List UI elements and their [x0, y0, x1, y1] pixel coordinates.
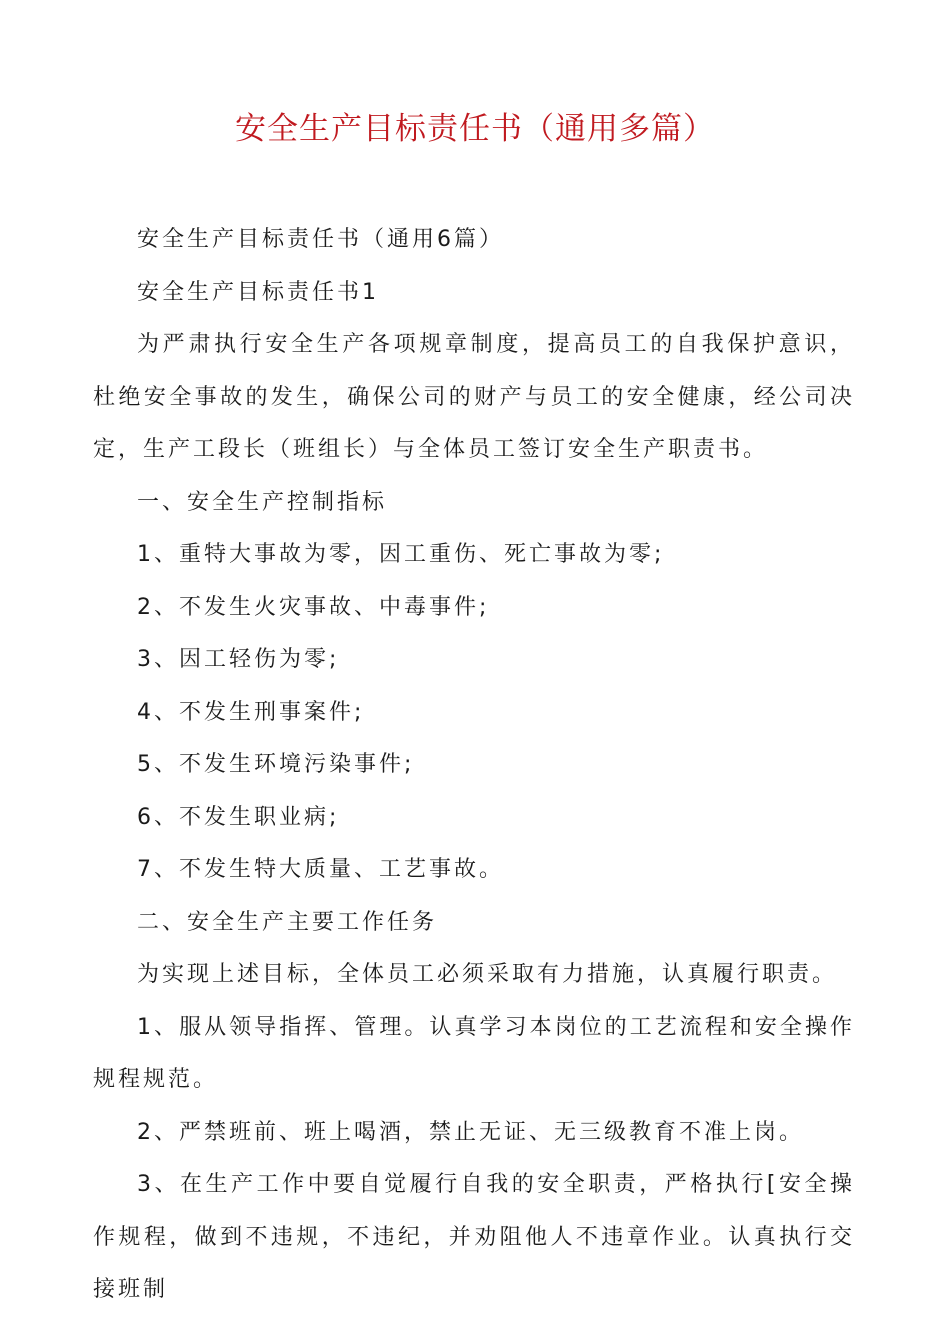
list-item-indicator-3: 3、因工轻伤为零;: [137, 647, 340, 672]
paragraph-subtitle: 安全生产目标责任书（通用6篇）: [137, 227, 504, 252]
paragraph-section-heading: 安全生产目标责任书1: [137, 279, 379, 305]
paragraph-intro: 为严肃执行安全生产各项规章制度，提高员工的自我保护意识，杜绝安全事故的发生，确保公司的财产与员工的安全健康，经公司决定，生产工段长（班组长）与全体员工签订安全生产职责书。: [93, 332, 855, 462]
list-item-task-2: 2、严禁班前、班上喝酒，禁止无证、无三级教育不准上岗。: [137, 1119, 804, 1145]
document-title: 安全生产目标责任书（通用多篇）: [235, 111, 715, 147]
list-item-indicator-4: 4、不发生刑事案件;: [137, 699, 365, 725]
list-item-indicator-5: 5、不发生环境污染事件;: [137, 752, 415, 777]
paragraph-tasks-intro: 为实现上述目标，全体员工必须采取有力措施，认真履行职责。: [137, 962, 838, 987]
list-item-indicator-6: 6、不发生职业病;: [137, 804, 340, 830]
paragraph-heading-control-indicators: 一、安全生产控制指标: [137, 489, 388, 515]
document-body: [93, 214, 855, 1317]
list-item-indicator-2: 2、不发生火灾事故、中毒事件;: [137, 594, 490, 620]
paragraph-heading-main-tasks: 二、安全生产主要工作任务: [137, 909, 438, 935]
list-item-task-1: 1、服从领导指挥、管理。认真学习本岗位的工艺流程和安全操作规程规范。: [93, 1014, 855, 1092]
list-item-indicator-1: 1、重特大事故为零，因工重伤、死亡事故为零;: [137, 542, 665, 567]
list-item-task-3: 3、在生产工作中要自觉履行自我的安全职责，严格执行[安全操作规程，做到不违规，不违纪，并劝阻他人不违章作业。认真执行交接班制: [93, 1172, 855, 1302]
list-item-indicator-7: 7、不发生特大质量、工艺事故。: [137, 857, 504, 882]
